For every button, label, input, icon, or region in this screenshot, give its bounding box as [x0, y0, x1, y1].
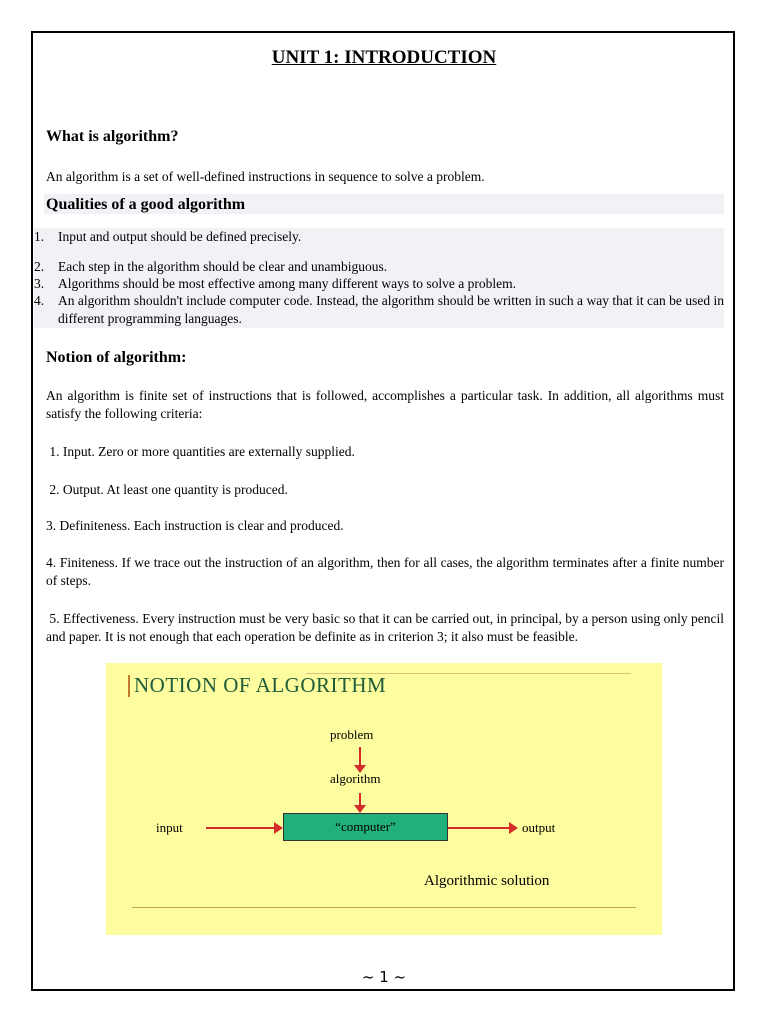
notion-heading: Notion of algorithm: [46, 349, 187, 366]
criterion-definiteness: 3. Definiteness. Each instruction is clear and produced. [46, 518, 344, 533]
list-item-number: 4. [34, 293, 45, 308]
criterion-finiteness: 4. Finiteness. If we trace out the instruction of an algorithm, then for all cases, the algorithm terminates after a finite number of steps. [46, 555, 724, 588]
list-item-number: 1. [34, 229, 45, 244]
notion-intro: An algorithm is finite set of instructions that is followed, accomplishes a particular task. In addition, all algorithms must satisfy the following criteria: [46, 388, 724, 421]
arrowhead-right-icon [509, 822, 518, 834]
page-number: ~ 1 ~ [361, 968, 407, 986]
what-is-text: An algorithm is a set of well-defined instructions in sequence to solve a problem. [46, 169, 485, 184]
figure-output-label: output [522, 820, 556, 835]
list-item-text: Each step in the algorithm should be clear and unambiguous. [58, 259, 388, 274]
arrowhead-right-icon [274, 822, 283, 834]
notion-of-algorithm-figure [106, 663, 662, 935]
figure-algorithm-label: algorithm [330, 771, 381, 786]
criterion-input: 1. Input. Zero or more quantities are externally supplied. [46, 444, 355, 459]
list-item-number: 2. [34, 259, 45, 274]
figure-title: NOTION OF ALGORITHM [134, 673, 387, 697]
list-item-text: Algorithms should be most effective among many different ways to solve a problem. [58, 276, 517, 291]
figure-bottom-rule [132, 907, 636, 908]
figure-input-label: input [156, 820, 183, 835]
figure-title-accent [128, 675, 130, 697]
figure-caption: Algorithmic solution [424, 873, 550, 889]
criterion-output: 2. Output. At least one quantity is produced. [46, 482, 288, 497]
arrow-computer-to-output [448, 827, 510, 829]
arrowhead-down-icon [354, 805, 366, 813]
list-item-text: An algorithm shouldn't include computer code. Instead, the algorithm should be written in such a way that it can be used in different programming languages. [58, 293, 724, 326]
list-item-number: 3. [34, 276, 45, 291]
what-is-heading: What is algorithm? [46, 128, 179, 145]
qualities-heading: Qualities of a good algorithm [46, 196, 246, 213]
page-title: UNIT 1: INTRODUCTION [271, 47, 497, 68]
arrow-input-to-computer [206, 827, 276, 829]
figure-computer-box: “computer” [283, 813, 448, 841]
criterion-effectiveness: 5. Effectiveness. Every instruction must be very basic so that it can be carried out, in principal, by a person using only pencil and paper. It is not enough that each operation be definite as in criterion 3; it also must be feasible. [46, 611, 728, 644]
figure-problem-label: problem [330, 727, 374, 742]
list-item-text: Input and output should be defined precisely. [58, 229, 302, 244]
